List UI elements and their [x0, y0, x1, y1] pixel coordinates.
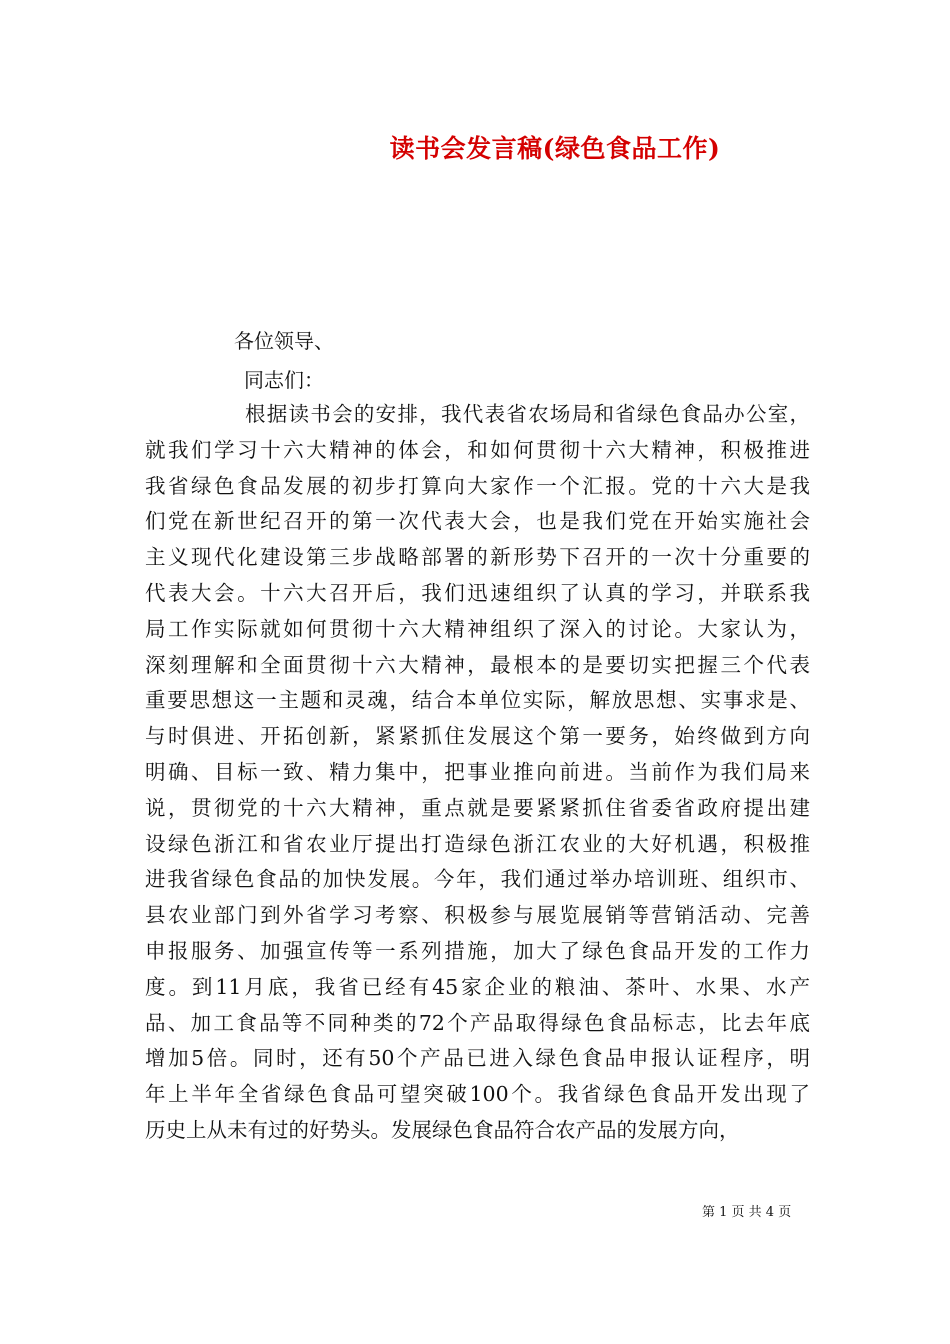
body-line-14: 进我省绿色食品的加快发展。今年，我们通过举办培训班、组织市、	[145, 867, 810, 892]
body-line-9: 重要思想这一主题和灵魂，结合本单位实际，解放思想、实事求是、	[145, 688, 810, 713]
body-line-10: 与时俱进、开拓创新，紧紧抓住发展这个第一要务，始终做到方向	[145, 724, 810, 749]
body-line-4: 们党在新世纪召开的第一次代表大会，也是我们党在开始实施社会	[145, 509, 810, 534]
body-line-18: 品、加工食品等不同种类的72个产品取得绿色食品标志，比去年底	[145, 1010, 810, 1035]
body-line-6: 代表大会。十六大召开后，我们迅速组织了认真的学习，并联系我	[145, 580, 810, 605]
salutation-comrades: 同志们：	[244, 368, 324, 392]
body-line-3: 我省绿色食品发展的初步打算向大家作一个汇报。党的十六大是我	[145, 473, 810, 498]
body-line-1: 根据读书会的安排，我代表省农场局和省绿色食品办公室，	[245, 402, 810, 426]
body-line-17: 度。到11月底，我省已经有45家企业的粮油、茶叶、水果、水产	[145, 974, 810, 999]
body-paragraph	[145, 397, 810, 1149]
body-line-15: 县农业部门到外省学习考察、积极参与展览展销等营销活动、完善	[145, 903, 810, 928]
page-number-footer: 第 1 页 共 4 页	[702, 1205, 792, 1220]
document-title: 读书会发言稿(绿色食品工作)	[389, 134, 721, 163]
body-line-5: 主义现代化建设第三步战略部署的新形势下召开的一次十分重要的	[145, 545, 810, 570]
body-line-20: 年上半年全省绿色食品可望突破100个。我省绿色食品开发出现了	[145, 1082, 810, 1107]
body-line-21: 历史上从未有过的好势头。发展绿色食品符合农产品的发展方向，	[145, 1117, 740, 1142]
body-line-12: 说，贯彻党的十六大精神，重点就是要紧紧抓住省委省政府提出建	[145, 795, 810, 820]
body-line-7: 局工作实际就如何贯彻十六大精神组织了深入的讨论。大家认为，	[145, 616, 810, 641]
body-line-19: 增加5倍。同时，还有50个产品已进入绿色食品申报认证程序，明	[145, 1046, 810, 1071]
body-line-16: 申报服务、加强宣传等一系列措施，加大了绿色食品开发的工作力	[145, 938, 810, 963]
document-title-wrapper	[0, 131, 950, 167]
body-line-8: 深刻理解和全面贯彻十六大精神，最根本的是要切实把握三个代表	[145, 652, 810, 677]
salutation-leaders: 各位领导、	[234, 329, 334, 353]
body-line-2: 就我们学习十六大精神的体会，和如何贯彻十六大精神，积极推进	[145, 437, 810, 462]
body-line-11: 明确、目标一致、精力集中，把事业推向前进。当前作为我们局来	[145, 759, 810, 784]
body-line-13: 设绿色浙江和省农业厅提出打造绿色浙江农业的大好机遇，积极推	[145, 831, 810, 856]
